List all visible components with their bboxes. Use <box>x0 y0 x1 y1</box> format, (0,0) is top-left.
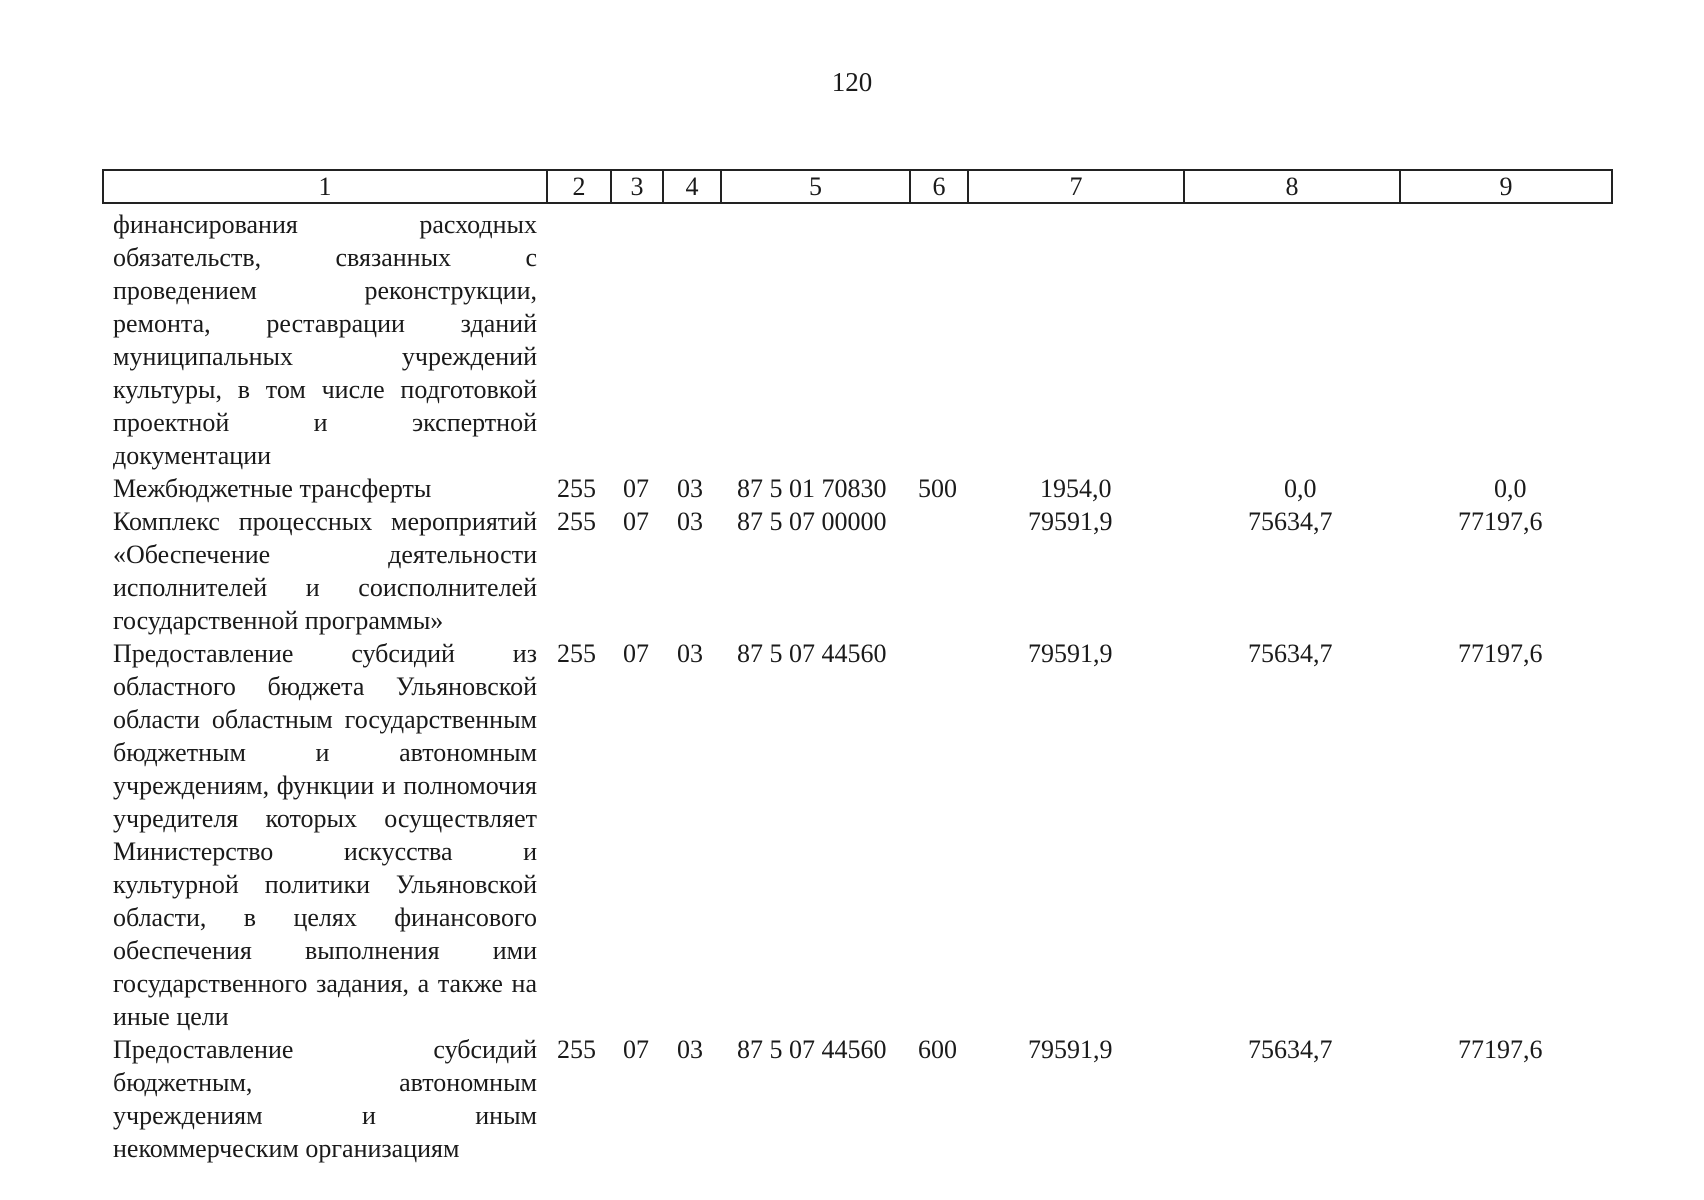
cell-expense-type <box>910 505 968 637</box>
cell-expense-type <box>910 637 968 1033</box>
cell-amount-7: 79591,9 <box>1028 1035 1113 1064</box>
cell-amount-9: 77197,6 <box>1458 1035 1543 1064</box>
column-header-2: 2 <box>547 170 611 203</box>
cell-ministry: 255 <box>557 639 596 668</box>
page-number: 120 <box>831 67 873 97</box>
cell-subsection: 03 <box>677 639 703 668</box>
cell-amount-7: 1954,0 <box>1040 474 1112 503</box>
cell-amount-9: 77197,6 <box>1458 507 1543 536</box>
row-name: Комплекс процессных мероприятий «Обеспечение деятельности исполнителей и соисполнителей государственной программы» <box>113 507 537 635</box>
cell-amount-8: 75634,7 <box>1248 507 1333 536</box>
table-row <box>103 1033 1612 1165</box>
row-name: финансирования расходных обязательств, связанных с проведением реконструкции, ремонта, реставрации зданий муниципальных учреждений культуры, в том числе подготовкой проектной и экспертной документации <box>113 210 537 470</box>
cell-amount-8: 0,0 <box>1284 474 1317 503</box>
cell-section: 07 <box>623 507 649 536</box>
row-name: Предоставление субсидий из областного бюджета Ульяновской области областным государственным бюджетным и автономным учреждениям, функции и полномочия учредителя которых осуществляет Министерство искусства и культурной политики Ульяновской области, в целях финансового обеспечения выполнения ими государственного задания, а также на иные цели <box>113 639 537 1031</box>
cell-amount-9: 0,0 <box>1494 474 1527 503</box>
cell-subsection: 03 <box>677 474 703 503</box>
cell-amount-7 <box>968 203 1184 472</box>
column-header-5: 5 <box>721 170 910 203</box>
cell-section: 07 <box>623 1035 649 1064</box>
column-header-8: 8 <box>1184 170 1400 203</box>
cell-ministry <box>547 203 611 472</box>
cell-amount-8: 75634,7 <box>1248 1035 1333 1064</box>
cell-target-article: 87 5 07 44560 <box>737 639 887 668</box>
table-row <box>103 203 1612 472</box>
cell-target-article <box>721 203 910 472</box>
budget-table <box>102 169 1613 1165</box>
cell-section: 07 <box>623 474 649 503</box>
column-header-3: 3 <box>611 170 663 203</box>
cell-expense-type: 600 <box>918 1035 957 1064</box>
cell-ministry: 255 <box>557 474 596 503</box>
cell-target-article: 87 5 01 70830 <box>737 474 887 503</box>
column-header-1: 1 <box>103 170 547 203</box>
cell-subsection <box>663 203 721 472</box>
cell-amount-8: 75634,7 <box>1248 639 1333 668</box>
row-name: Межбюджетные трансферты <box>113 474 432 503</box>
cell-ministry: 255 <box>557 507 596 536</box>
cell-expense-type <box>910 203 968 472</box>
cell-section: 07 <box>623 639 649 668</box>
table-row <box>103 505 1612 637</box>
column-header-9: 9 <box>1400 170 1612 203</box>
row-name: Предоставление субсидий бюджетным, автономным учреждениям и иным некоммерческим организациям <box>113 1035 537 1163</box>
header-row <box>103 170 1612 203</box>
cell-amount-8 <box>1184 203 1400 472</box>
cell-amount-7: 79591,9 <box>1028 639 1113 668</box>
table-row <box>103 637 1612 1033</box>
column-header-4: 4 <box>663 170 721 203</box>
cell-subsection: 03 <box>677 1035 703 1064</box>
cell-target-article: 87 5 07 44560 <box>737 1035 887 1064</box>
cell-expense-type: 500 <box>918 474 957 503</box>
column-header-6: 6 <box>910 170 968 203</box>
cell-amount-9: 77197,6 <box>1458 639 1543 668</box>
cell-target-article: 87 5 07 00000 <box>737 507 887 536</box>
cell-subsection: 03 <box>677 507 703 536</box>
cell-ministry: 255 <box>557 1035 596 1064</box>
cell-section <box>611 203 663 472</box>
table-row <box>103 472 1612 505</box>
column-header-7: 7 <box>968 170 1184 203</box>
cell-amount-9 <box>1400 203 1612 472</box>
cell-amount-7: 79591,9 <box>1028 507 1113 536</box>
